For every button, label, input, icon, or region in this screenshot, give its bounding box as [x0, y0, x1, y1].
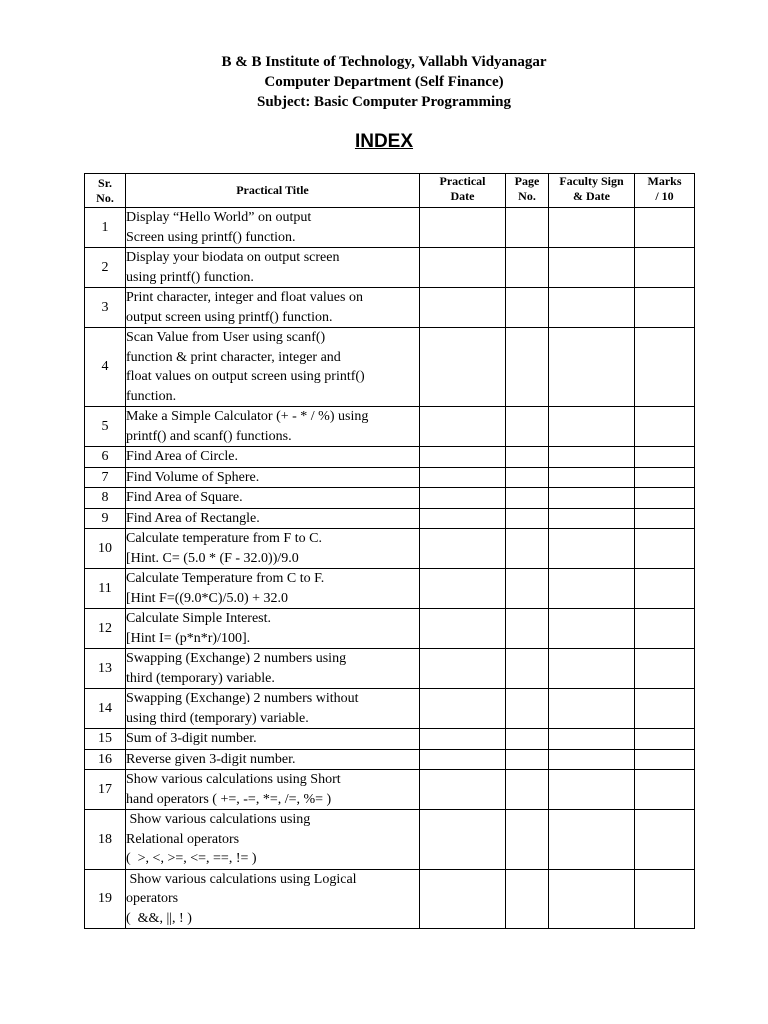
practical-title-cell: Show various calculations using Relational operators ( >, <, >=, <=, ==, != ): [126, 810, 420, 870]
marks-cell: [635, 288, 695, 328]
page-no-cell: [506, 729, 549, 750]
table-header-row: [85, 174, 695, 208]
faculty-sign-cell: [549, 508, 635, 529]
table-row: [85, 689, 695, 729]
practical-date-cell: [420, 248, 506, 288]
table-row: [85, 447, 695, 468]
sr-no-cell: 10: [85, 529, 126, 569]
practical-title-cell: Calculate Simple Interest. [Hint I= (p*n*r)/100].: [126, 609, 420, 649]
faculty-sign-cell: [549, 810, 635, 870]
table-row: [85, 810, 695, 870]
faculty-sign-cell: [549, 729, 635, 750]
practical-title-cell: Find Volume of Sphere.: [126, 467, 420, 488]
table-row: [85, 407, 695, 447]
faculty-sign-cell: [549, 609, 635, 649]
marks-cell: [635, 729, 695, 750]
faculty-sign-cell: [549, 649, 635, 689]
practical-date-cell: [420, 770, 506, 810]
page-no-cell: [506, 407, 549, 447]
sr-no-cell: 2: [85, 248, 126, 288]
practical-title-cell: Display your biodata on output screen using printf() function.: [126, 248, 420, 288]
page-no-cell: [506, 749, 549, 770]
practical-date-cell: [420, 609, 506, 649]
table-row: [85, 467, 695, 488]
faculty-sign-cell: [549, 467, 635, 488]
page-no-cell: [506, 569, 549, 609]
table-row: [85, 569, 695, 609]
sr-no-cell: 9: [85, 508, 126, 529]
practical-date-cell: [420, 569, 506, 609]
practical-date-cell: [420, 288, 506, 328]
marks-cell: [635, 248, 695, 288]
department-name: Computer Department (Self Finance): [264, 74, 504, 90]
practical-date-cell: [420, 649, 506, 689]
table-row: [85, 649, 695, 689]
page-no-cell: [506, 508, 549, 529]
practical-date-cell: [420, 208, 506, 248]
table-row: [85, 328, 695, 407]
sr-no-cell: 16: [85, 749, 126, 770]
marks-cell: [635, 810, 695, 870]
sr-no-cell: 13: [85, 649, 126, 689]
practical-title-cell: Scan Value from User using scanf() function & print character, integer and float values on output screen using printf() function.: [126, 328, 420, 407]
practical-date-cell: [420, 488, 506, 509]
sr-no-cell: 8: [85, 488, 126, 509]
index-table: [84, 173, 695, 929]
practical-title-cell: Make a Simple Calculator (+ - * / %) using printf() and scanf() functions.: [126, 407, 420, 447]
marks-cell: [635, 407, 695, 447]
col-header-sr-no: Sr. No.: [85, 174, 126, 208]
table-row: [85, 729, 695, 750]
marks-cell: [635, 529, 695, 569]
table-row: [85, 529, 695, 569]
marks-cell: [635, 208, 695, 248]
sr-no-cell: 17: [85, 770, 126, 810]
marks-cell: [635, 609, 695, 649]
marks-cell: [635, 447, 695, 468]
practical-title-cell: Find Area of Square.: [126, 488, 420, 509]
page-no-cell: [506, 529, 549, 569]
sr-no-cell: 19: [85, 869, 126, 929]
practical-title-cell: Swapping (Exchange) 2 numbers without using third (temporary) variable.: [126, 689, 420, 729]
page-no-cell: [506, 248, 549, 288]
practical-title-cell: Swapping (Exchange) 2 numbers using third (temporary) variable.: [126, 649, 420, 689]
marks-cell: [635, 488, 695, 509]
marks-cell: [635, 328, 695, 407]
page-no-cell: [506, 689, 549, 729]
faculty-sign-cell: [549, 288, 635, 328]
practical-title-cell: Sum of 3-digit number.: [126, 729, 420, 750]
practical-date-cell: [420, 447, 506, 468]
faculty-sign-cell: [549, 689, 635, 729]
index-heading: INDEX: [354, 131, 414, 152]
table-row: [85, 248, 695, 288]
page-no-cell: [506, 488, 549, 509]
practical-title-cell: Print character, integer and float values on output screen using printf() function.: [126, 288, 420, 328]
practical-date-cell: [420, 508, 506, 529]
faculty-sign-cell: [549, 488, 635, 509]
table-row: [85, 749, 695, 770]
faculty-sign-cell: [549, 749, 635, 770]
page-no-cell: [506, 649, 549, 689]
sr-no-cell: 1: [85, 208, 126, 248]
practical-date-cell: [420, 729, 506, 750]
page-no-cell: [506, 810, 549, 870]
table-row: [85, 609, 695, 649]
marks-cell: [635, 508, 695, 529]
faculty-sign-cell: [549, 770, 635, 810]
sr-no-cell: 4: [85, 328, 126, 407]
sr-no-cell: 7: [85, 467, 126, 488]
col-header-practical-date: Practical Date: [420, 174, 506, 208]
marks-cell: [635, 569, 695, 609]
sr-no-cell: 12: [85, 609, 126, 649]
page-no-cell: [506, 869, 549, 929]
page-no-cell: [506, 288, 549, 328]
practical-date-cell: [420, 810, 506, 870]
practical-title-cell: Reverse given 3-digit number.: [126, 749, 420, 770]
practical-date-cell: [420, 689, 506, 729]
marks-cell: [635, 467, 695, 488]
document-header: [0, 52, 768, 112]
marks-cell: [635, 869, 695, 929]
sr-no-cell: 18: [85, 810, 126, 870]
practical-date-cell: [420, 467, 506, 488]
page-no-cell: [506, 447, 549, 468]
marks-cell: [635, 649, 695, 689]
table-row: [85, 770, 695, 810]
faculty-sign-cell: [549, 529, 635, 569]
col-header-faculty-sign: Faculty Sign & Date: [549, 174, 635, 208]
col-header-practical-title: Practical Title: [126, 174, 420, 208]
page-no-cell: [506, 467, 549, 488]
practical-title-cell: Show various calculations using Logical operators ( &&, ||, ! ): [126, 869, 420, 929]
practical-title-cell: Calculate Temperature from C to F. [Hint F=((9.0*C)/5.0) + 32.0: [126, 569, 420, 609]
practical-date-cell: [420, 529, 506, 569]
table-row: [85, 488, 695, 509]
page-no-cell: [506, 328, 549, 407]
faculty-sign-cell: [549, 248, 635, 288]
marks-cell: [635, 689, 695, 729]
practical-title-cell: Calculate temperature from F to C. [Hint. C= (5.0 * (F - 32.0))/9.0: [126, 529, 420, 569]
practical-date-cell: [420, 407, 506, 447]
page-no-cell: [506, 609, 549, 649]
faculty-sign-cell: [549, 569, 635, 609]
marks-cell: [635, 770, 695, 810]
practical-date-cell: [420, 869, 506, 929]
faculty-sign-cell: [549, 869, 635, 929]
institute-name: B & B Institute of Technology, Vallabh Vidyanagar: [221, 54, 547, 70]
subject-name: Subject: Basic Computer Programming: [256, 94, 511, 110]
practical-date-cell: [420, 749, 506, 770]
faculty-sign-cell: [549, 328, 635, 407]
practical-title-cell: Find Area of Circle.: [126, 447, 420, 468]
col-header-page-no: Page No.: [506, 174, 549, 208]
practical-date-cell: [420, 328, 506, 407]
sr-no-cell: 6: [85, 447, 126, 468]
page-no-cell: [506, 208, 549, 248]
table-row: [85, 208, 695, 248]
faculty-sign-cell: [549, 447, 635, 468]
col-header-marks: Marks / 10: [635, 174, 695, 208]
page-no-cell: [506, 770, 549, 810]
practical-title-cell: Display “Hello World” on output Screen using printf() function.: [126, 208, 420, 248]
practical-title-cell: Show various calculations using Short hand operators ( +=, -=, *=, /=, %= ): [126, 770, 420, 810]
practical-title-cell: Find Area of Rectangle.: [126, 508, 420, 529]
sr-no-cell: 11: [85, 569, 126, 609]
sr-no-cell: 3: [85, 288, 126, 328]
faculty-sign-cell: [549, 407, 635, 447]
faculty-sign-cell: [549, 208, 635, 248]
table-row: [85, 508, 695, 529]
sr-no-cell: 15: [85, 729, 126, 750]
sr-no-cell: 5: [85, 407, 126, 447]
table-row: [85, 869, 695, 929]
marks-cell: [635, 749, 695, 770]
table-row: [85, 288, 695, 328]
sr-no-cell: 14: [85, 689, 126, 729]
